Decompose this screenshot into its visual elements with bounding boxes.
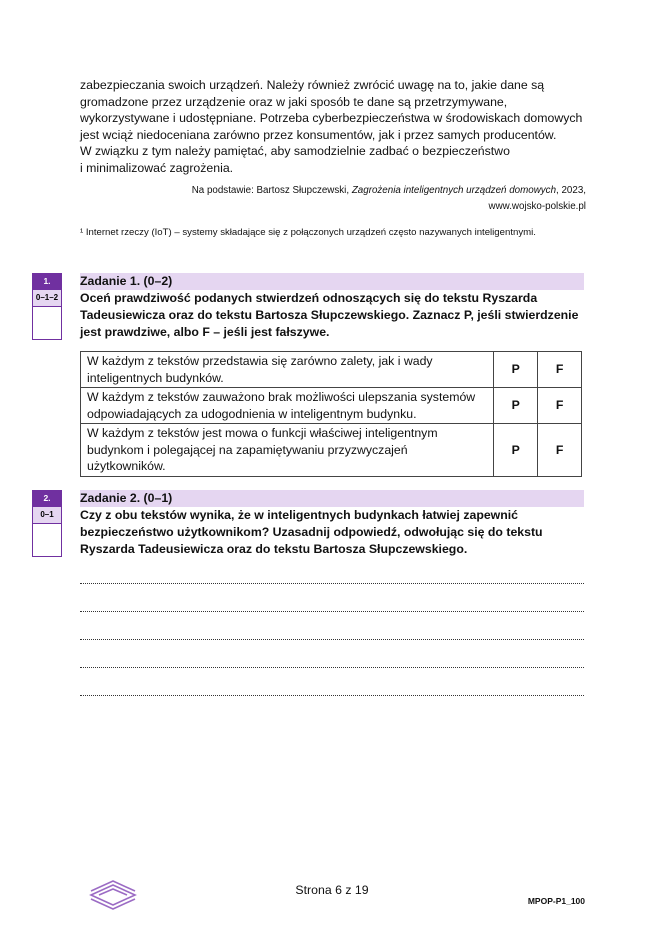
table-row: [81, 352, 582, 388]
footnote: ¹ Internet rzeczy (IoT) – systemy składające się z połączonych urządzeń często nazywanych inteligentnymi.: [80, 227, 536, 238]
statement: W każdym z tekstów przedstawia się zarówno zalety, jak i wady inteligentnych budynków.: [81, 352, 494, 388]
intro-line: gromadzone przez urządzenie oraz w jaki sposób te dane są przetrzymywane,: [80, 94, 508, 109]
statement: W każdym z tekstów jest mowa o funkcji właściwej inteligentnym budynkom i polegającej na zapamiętywaniu przyzwyczajeń użytkowników.: [81, 424, 494, 477]
answer-line[interactable]: [80, 582, 584, 584]
task-title: Zadanie 2. (0–1): [80, 491, 173, 505]
intro-paragraph: [80, 77, 590, 177]
option-p[interactable]: P: [494, 424, 538, 477]
answer-line[interactable]: [80, 638, 584, 640]
source-citation: [192, 183, 586, 215]
task-points: 0–1: [32, 507, 62, 523]
score-box: [32, 306, 62, 340]
intro-line: wykorzystywane i udostępniane. Potrzeba cyberbezpieczeństwa w środowiskach domowych: [80, 111, 583, 126]
table-row: [81, 424, 582, 477]
task-number: 1.: [32, 273, 62, 290]
page-number: Strona 6 z 19: [295, 883, 369, 897]
task-instruction: Oceń prawdziwość podanych stwierdzeń odnoszących się do tekstu Ryszarda Tadeusiewicza oraz do tekstu Bartosza Słupczewskiego. Zaznacz P, jeśli stwierdzenie jest prawdziwe, albo F – jeśli jest fałszywe.: [80, 291, 579, 339]
task-header: [80, 273, 584, 290]
task-header: [80, 490, 584, 507]
task-number: 2.: [32, 490, 62, 507]
true-false-table: [80, 351, 582, 477]
task-points: 0–1–2: [32, 290, 62, 306]
exam-code: MPOP-P1_100: [527, 896, 585, 906]
option-f[interactable]: F: [538, 352, 582, 388]
answer-line[interactable]: [80, 694, 584, 696]
intro-line: jest wciąż niedoceniana zarówno przez konsumentów, jak i przez samych producentów.: [80, 127, 557, 142]
table-row: [81, 388, 582, 424]
intro-line: zabezpieczania swoich urządzeń. Należy również zwrócić uwagę na to, jakie dane są: [80, 78, 545, 92]
answer-line[interactable]: [80, 666, 584, 668]
answer-line[interactable]: [80, 610, 584, 612]
option-p[interactable]: P: [494, 352, 538, 388]
task-title: Zadanie 1. (0–2): [80, 274, 173, 288]
source-title: Zagrożenia inteligentnych urządzeń domowych: [351, 185, 557, 196]
source-site: www.wojsko-polskie.pl: [488, 201, 586, 212]
score-box: [32, 523, 62, 557]
intro-line: i minimalizować zagrożenia.: [80, 160, 234, 175]
option-f[interactable]: F: [538, 424, 582, 477]
source-prefix: Na podstawie: Bartosz Słupczewski,: [191, 185, 352, 196]
intro-line: W związku z tym należy pamiętać, aby samodzielnie zadbać o bezpieczeństwo: [80, 144, 510, 159]
source-suffix: , 2023,: [556, 185, 586, 196]
statement: W każdym z tekstów zauważono brak możliwości ulepszania systemów odpowiadających za udogodnienia w inteligentnym budynku.: [81, 388, 494, 424]
task-instruction: Czy z obu tekstów wynika, że w inteligentnych budynkach łatwiej zapewnić bezpieczeństwo użytkownikom? Uzasadnij odpowiedź, odwołując się do tekstu Ryszarda Tadeusiewicza oraz do tekstu Bartosza Słupczewskiego.: [80, 508, 543, 556]
option-p[interactable]: P: [494, 388, 538, 424]
option-f[interactable]: F: [538, 388, 582, 424]
